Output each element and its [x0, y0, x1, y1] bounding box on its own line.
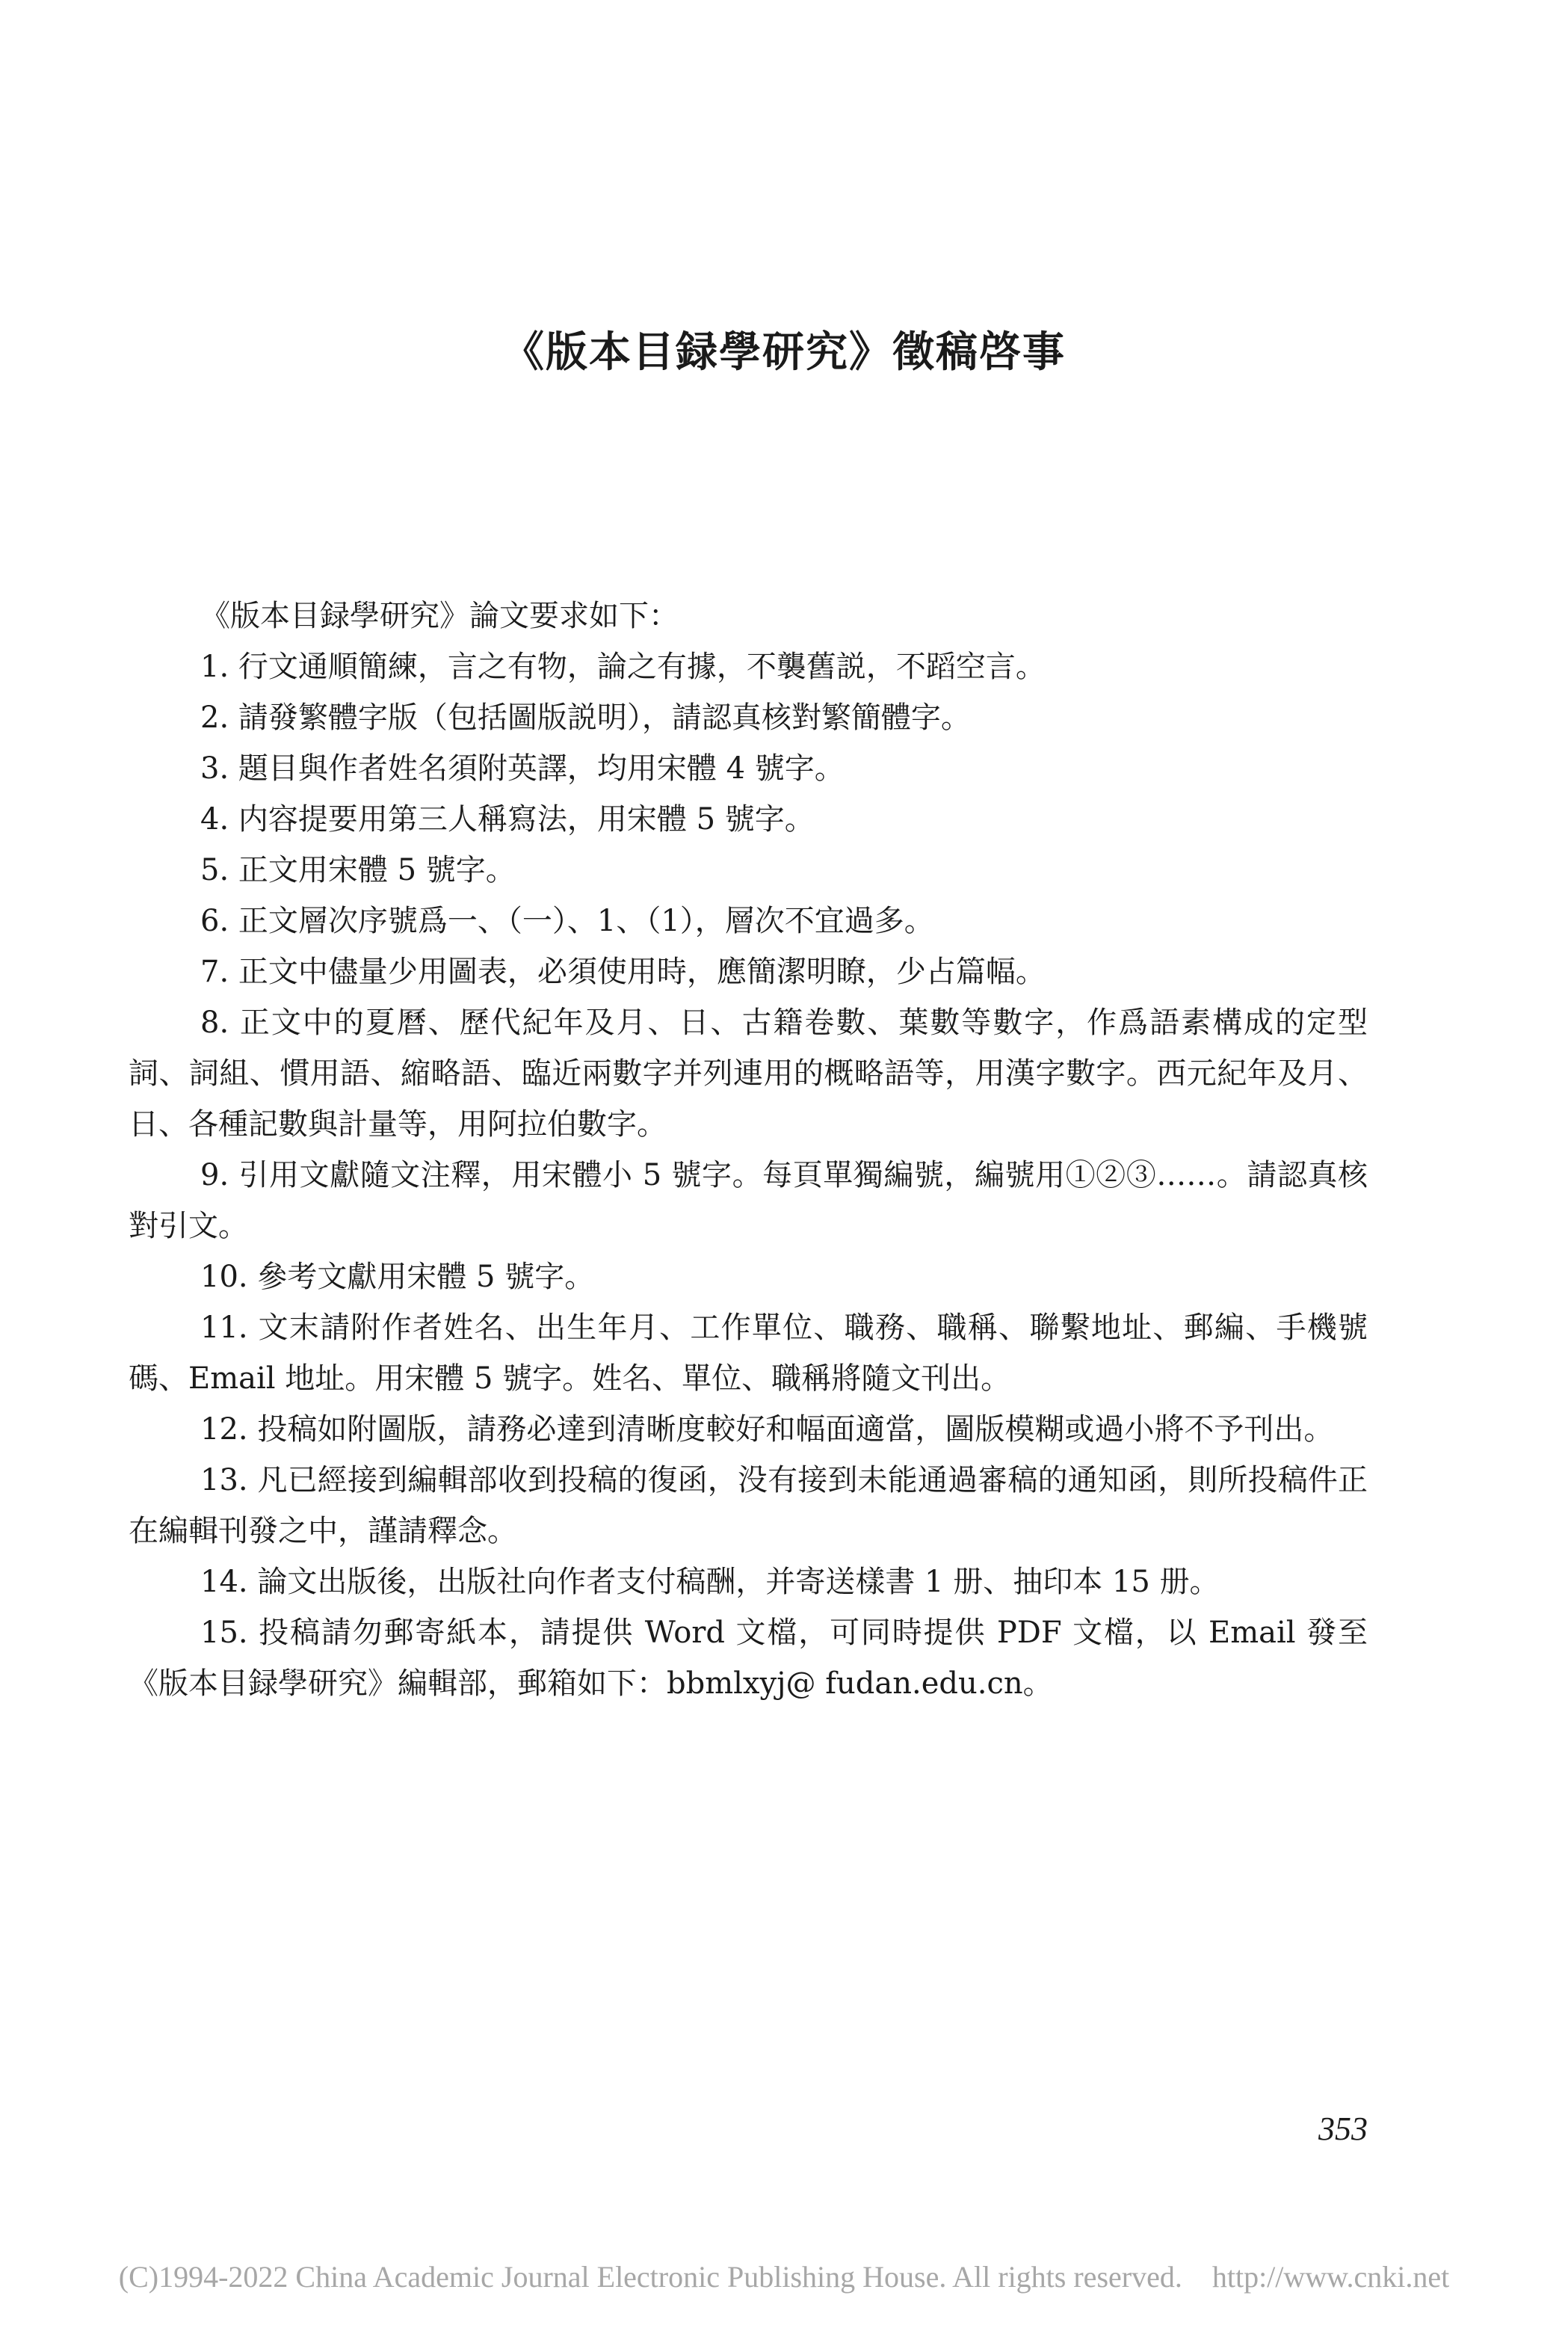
- intro-paragraph: 《版本目録學研究》論文要求如下：: [200, 599, 679, 633]
- article-body: [129, 591, 1368, 1709]
- requirement-item: 15. 投稿請勿郵寄紙本，請提供 Word 文檔，可同時提供 PDF 文檔，以 Email 發至《版本目録學研究》編輯部，郵箱如下：bbmlxyj@ fudan.edu.cn。: [129, 1616, 1368, 1701]
- requirement-item: 4. 内容提要用第三人稱寫法，用宋體 5 號字。: [200, 802, 815, 837]
- requirement-item: 8. 正文中的夏曆、歷代紀年及月、日、古籍卷數、葉數等數字，作爲語素構成的定型詞、詞組、慣用語、縮略語、臨近兩數字并列連用的概略語等，用漢字數字。西元紀年及月、日、各種記數與計量等，用阿拉伯數字。: [129, 1006, 1368, 1142]
- requirement-item: 1. 行文通順簡練，言之有物，論之有據，不襲舊説，不蹈空言。: [200, 650, 1046, 684]
- requirement-item: 2. 請發繁體字版（包括圖版説明），請認真核對繁簡體字。: [200, 700, 971, 735]
- page-title: 《版本目録學研究》徵稿啓事: [502, 328, 1066, 377]
- requirement-item: 11. 文末請附作者姓名、出生年月、工作單位、職務、職稱、聯繫地址、郵編、手機號碼、Email 地址。用宋體 5 號字。姓名、單位、職稱將隨文刊出。: [129, 1311, 1368, 1396]
- copyright-text: (C)1994-2022 China Academic Journal Electronic Publishing House. All rights reserved.: [118, 2260, 1182, 2294]
- requirement-item: 7. 正文中儘量少用圖表，必須使用時，應簡潔明瞭，少占篇幅。: [200, 955, 1046, 989]
- requirement-item: 9. 引用文獻隨文注釋，用宋體小 5 號字。每頁單獨編號，編號用①②③……。請認真核對引文。: [129, 1158, 1368, 1243]
- requirement-item: 3. 題目與作者姓名須附英譯，均用宋體 4 號字。: [200, 751, 845, 786]
- requirement-item: 5. 正文用宋體 5 號字。: [200, 853, 516, 887]
- requirement-item: 12. 投稿如附圖版，請務必達到清晰度較好和幅面適當，圖版模糊或過小將不予刊出。: [200, 1412, 1334, 1447]
- requirement-item: 6. 正文層次序號爲一、（一）、1、（1），層次不宜過多。: [200, 904, 934, 938]
- copyright-footer: [0, 2255, 1568, 2300]
- requirement-item: 13. 凡已經接到編輯部收到投稿的復函，没有接到未能通過審稿的通知函，則所投稿件正在編輯刊發之中，謹請釋念。: [129, 1463, 1368, 1548]
- page-number: 353: [1318, 2110, 1368, 2147]
- requirement-item: 14. 論文出版後，出版社向作者支付稿酬，并寄送樣書 1 册、抽印本 15 册。: [200, 1565, 1220, 1599]
- footer-url: http://www.cnki.net: [1212, 2260, 1450, 2294]
- requirement-item: 10. 參考文獻用宋體 5 號字。: [200, 1260, 595, 1294]
